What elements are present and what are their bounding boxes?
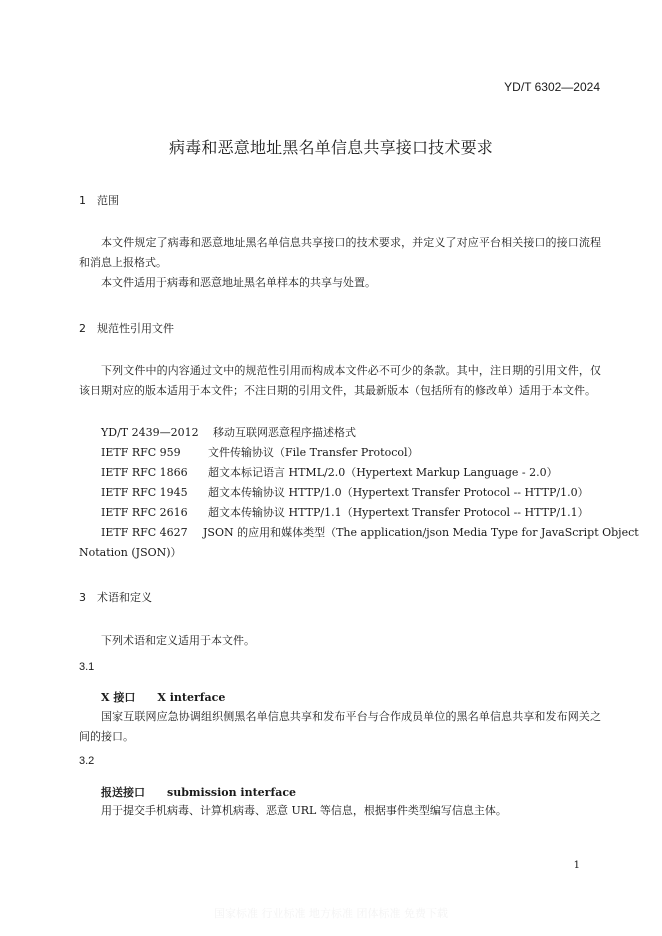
section-number: 2 bbox=[79, 322, 86, 335]
reference-title: 超文本标记语言 HTML/2.0（Hypertext Markup Language - 2.0） bbox=[208, 466, 558, 479]
reference-code: IETF RFC 4627 bbox=[101, 526, 188, 539]
reference-item bbox=[101, 483, 589, 503]
reference-code: IETF RFC 1866 bbox=[101, 466, 188, 479]
document-title: 病毒和恶意地址黑名单信息共享接口技术要求 bbox=[168, 138, 493, 157]
term-zh: X 接口 bbox=[101, 691, 136, 704]
reference-item bbox=[101, 523, 639, 543]
reference-title: 移动互联网恶意程序描述格式 bbox=[213, 426, 356, 439]
term-heading bbox=[101, 689, 225, 705]
reference-item bbox=[101, 423, 356, 443]
watermark-text: 国家标准 行业标准 地方标准 团体标准 免费下载 bbox=[214, 907, 448, 920]
reference-title-continuation: Notation (JSON)） bbox=[79, 546, 182, 559]
reference-title: 文件传输协议（File Transfer Protocol） bbox=[208, 446, 419, 459]
standard-number: YD/T 6302—2024 bbox=[504, 80, 600, 94]
page-number: 1 bbox=[573, 860, 580, 871]
reference-title: JSON 的应用和媒体类型（The application/json Media Type for JavaScript Object bbox=[203, 526, 639, 539]
terms-intro-paragraph: 下列术语和定义适用于本文件。 bbox=[101, 634, 255, 647]
term-number: 3.2 bbox=[79, 755, 95, 767]
term-number: 3.1 bbox=[79, 661, 95, 673]
reference-code: IETF RFC 959 bbox=[101, 446, 181, 459]
scope-paragraph-2: 本文件适用于病毒和恶意地址黑名单样本的共享与处置。 bbox=[101, 276, 376, 289]
scope-paragraph-1: 本文件规定了病毒和恶意地址黑名单信息共享接口的技术要求，并定义了对应平台相关接口的接口流程和消息上报格式。 bbox=[79, 236, 601, 269]
section-title: 范围 bbox=[97, 194, 119, 207]
reference-item bbox=[101, 503, 589, 523]
reference-code: YD/T 2439—2012 bbox=[101, 426, 199, 439]
reference-item bbox=[101, 463, 558, 483]
section-number: 1 bbox=[79, 194, 86, 207]
reference-item bbox=[101, 443, 419, 463]
term-definition: 用于提交手机病毒、计算机病毒、恶意 URL 等信息，根据事件类型编写信息主体。 bbox=[101, 804, 507, 817]
reference-code: IETF RFC 2616 bbox=[101, 506, 188, 519]
term-en: submission interface bbox=[167, 786, 297, 799]
section-heading-scope bbox=[79, 192, 119, 208]
reference-title: 超文本传输协议 HTTP/1.1（Hypertext Transfer Protocol -- HTTP/1.1） bbox=[208, 506, 589, 519]
section-heading-normative-references bbox=[79, 320, 174, 336]
term-zh: 报送接口 bbox=[101, 786, 145, 799]
term-en: X interface bbox=[157, 691, 226, 704]
references-intro-paragraph: 下列文件中的内容通过文中的规范性引用而构成本文件必不可少的条款。其中，注日期的引用文件，仅该日期对应的版本适用于本文件；不注日期的引用文件，其最新版本（包括所有的修改单）适用于本文件。 bbox=[79, 364, 601, 397]
section-number: 3 bbox=[79, 591, 86, 604]
reference-code: IETF RFC 1945 bbox=[101, 486, 188, 499]
reference-title: 超文本传输协议 HTTP/1.0（Hypertext Transfer Protocol -- HTTP/1.0） bbox=[208, 486, 589, 499]
section-title: 术语和定义 bbox=[97, 591, 152, 604]
section-title: 规范性引用文件 bbox=[97, 322, 174, 335]
term-definition: 国家互联网应急协调组织侧黑名单信息共享和发布平台与合作成员单位的黑名单信息共享和发布网关之间的接口。 bbox=[79, 710, 601, 743]
section-heading-terms-definitions bbox=[79, 589, 152, 605]
term-heading bbox=[101, 784, 296, 800]
